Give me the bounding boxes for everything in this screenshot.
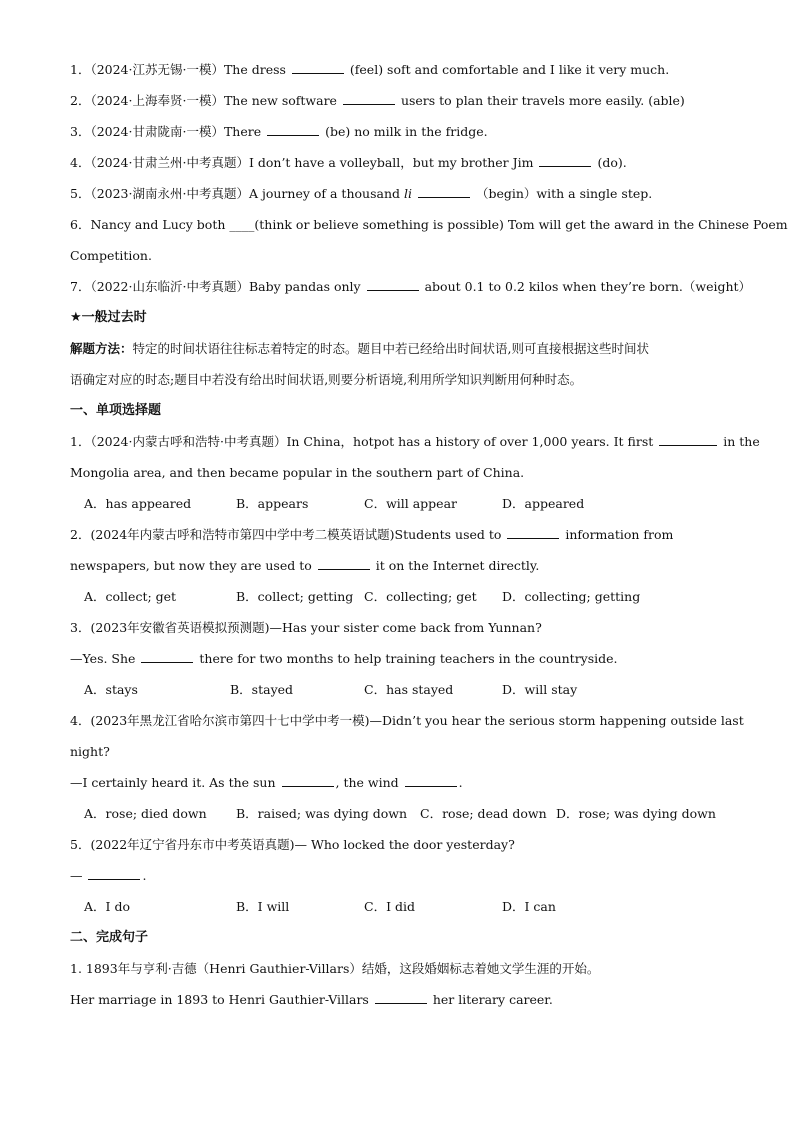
mcq-5-stem-cont: — . — [70, 868, 147, 883]
mcq-5-options — [70, 891, 726, 922]
fill-item-6: 6．Nancy and Lucy both ____(think or believe something is possible) Tom will get the award in the Chinese Poem — [70, 217, 788, 232]
mcq-4-stem-b: night? — [70, 744, 110, 759]
option-d[interactable]: D．will stay — [502, 682, 578, 697]
answer-blank[interactable] — [507, 526, 559, 539]
mcq-1-stem: 1．（2024·内蒙古呼和浩特·中考真题）In China，hotpot has a history of over 1,000 years. It first in the — [70, 434, 760, 449]
complete-1-cn: 1. 1893年与亨利·吉德（Henri Gauthier-Villars）结婚，这段婚姻标志着她文学生涯的开始。 — [70, 961, 600, 976]
answer-blank[interactable] — [318, 557, 370, 570]
fill-item-2: 2．（2024·上海奉贤·一模）The new software users to plan their travels more easily. (able) — [70, 93, 685, 108]
part1-title: 一、单项选择题 — [70, 403, 162, 418]
worksheet — [70, 54, 788, 1015]
fill-item-3: 3．（2024·甘肃陇南·一模）There (be) no milk in the fridge. — [70, 124, 488, 139]
fill-item-5: 5．（2023·湖南永州·中考真题）A journey of a thousand li （begin）with a single step. — [70, 186, 653, 201]
option-c[interactable]: C．rose; dead down — [420, 806, 547, 821]
answer-blank[interactable] — [141, 650, 193, 663]
option-c[interactable]: C．collecting; get — [364, 589, 477, 604]
option-b[interactable]: B．collect; getting — [236, 589, 354, 604]
fill-item-4: 4．（2024·甘肃兰州·中考真题）I don’t have a volleyball，but my brother Jim (do). — [70, 155, 627, 170]
mcq-1-stem-cont: Mongolia area, and then became popular in the southern part of China. — [70, 465, 525, 480]
answer-blank[interactable] — [539, 154, 591, 167]
mcq-4-options — [70, 798, 726, 829]
option-b[interactable]: B．appears — [236, 496, 309, 511]
section-title: ★一般过去时 — [70, 310, 147, 325]
method-line-2: 语确定对应的时态;题目中若没有给出时间状语,则要分析语境,利用所学知识判断用何种时态。 — [70, 372, 583, 387]
mcq-3-options — [70, 674, 726, 705]
mcq-2-options — [70, 581, 726, 612]
option-c[interactable]: C．will appear — [364, 496, 458, 511]
option-a[interactable]: A．collect; get — [84, 589, 177, 604]
option-d[interactable]: D．rose; was dying down — [556, 806, 716, 821]
option-c[interactable]: C．I did — [364, 899, 415, 914]
answer-blank[interactable] — [375, 991, 427, 1004]
fill-item-6-cont: Competition. — [70, 248, 152, 263]
answer-blank[interactable] — [282, 774, 334, 787]
mcq-2-stem: 2．(2024年内蒙古呼和浩特市第四中学中考二模英语试题)Students used to information from — [70, 527, 674, 542]
answer-blank[interactable] — [292, 61, 344, 74]
answer-blank[interactable] — [343, 92, 395, 105]
answer-blank[interactable] — [659, 433, 717, 446]
option-d[interactable]: D．appeared — [502, 496, 585, 511]
mcq-3-stem: 3．(2023年安徽省英语模拟预测题)—Has your sister come back from Yunnan? — [70, 620, 542, 635]
option-a[interactable]: A．stays — [84, 682, 138, 697]
option-b[interactable]: B．stayed — [230, 682, 294, 697]
mcq-2-stem-cont: newspapers, but now they are used to it on the Internet directly. — [70, 558, 540, 573]
option-b[interactable]: B．raised; was dying down — [236, 806, 408, 821]
answer-blank[interactable] — [267, 123, 319, 136]
option-c[interactable]: C．has stayed — [364, 682, 454, 697]
option-b[interactable]: B．I will — [236, 899, 290, 914]
option-a[interactable]: A．I do — [84, 899, 130, 914]
part2-title: 二、完成句子 — [70, 930, 149, 945]
mcq-4-stem-cont: —I certainly heard it. As the sun , the wind . — [70, 775, 463, 790]
fill-item-1: 1．（2024·江苏无锡·一模）The dress (feel) soft and comfortable and I like it very much. — [70, 62, 670, 77]
fill-item-7: 7．（2022·山东临沂·中考真题）Baby pandas only about 0.1 to 0.2 kilos when they’re born.（weight） — [70, 279, 752, 294]
mcq-4-stem: 4．(2023年黑龙江省哈尔滨市第四十七中学中考一模)—Didn’t you hear the serious storm happening outside last — [70, 713, 744, 728]
option-d[interactable]: D．collecting; getting — [502, 589, 641, 604]
mcq-1-options — [70, 488, 726, 519]
mcq-5-stem: 5．(2022年辽宁省丹东市中考英语真题)— Who locked the door yesterday? — [70, 837, 515, 852]
answer-blank[interactable] — [418, 185, 470, 198]
answer-blank[interactable] — [367, 278, 419, 291]
mcq-3-stem-cont: —Yes. She there for two months to help training teachers in the countryside. — [70, 651, 618, 666]
complete-1-en: Her marriage in 1893 to Henri Gauthier-Villars her literary career. — [70, 992, 553, 1007]
option-a[interactable]: A．has appeared — [84, 496, 192, 511]
option-a[interactable]: A．rose; died down — [84, 806, 207, 821]
method-line-1: 解题方法：特定的时间状语往往标志着特定的时态。题目中若已经给出时间状语,则可直接根据这些时间状 — [70, 341, 649, 356]
answer-blank[interactable] — [88, 867, 140, 880]
option-d[interactable]: D．I can — [502, 899, 556, 914]
answer-blank[interactable] — [405, 774, 457, 787]
